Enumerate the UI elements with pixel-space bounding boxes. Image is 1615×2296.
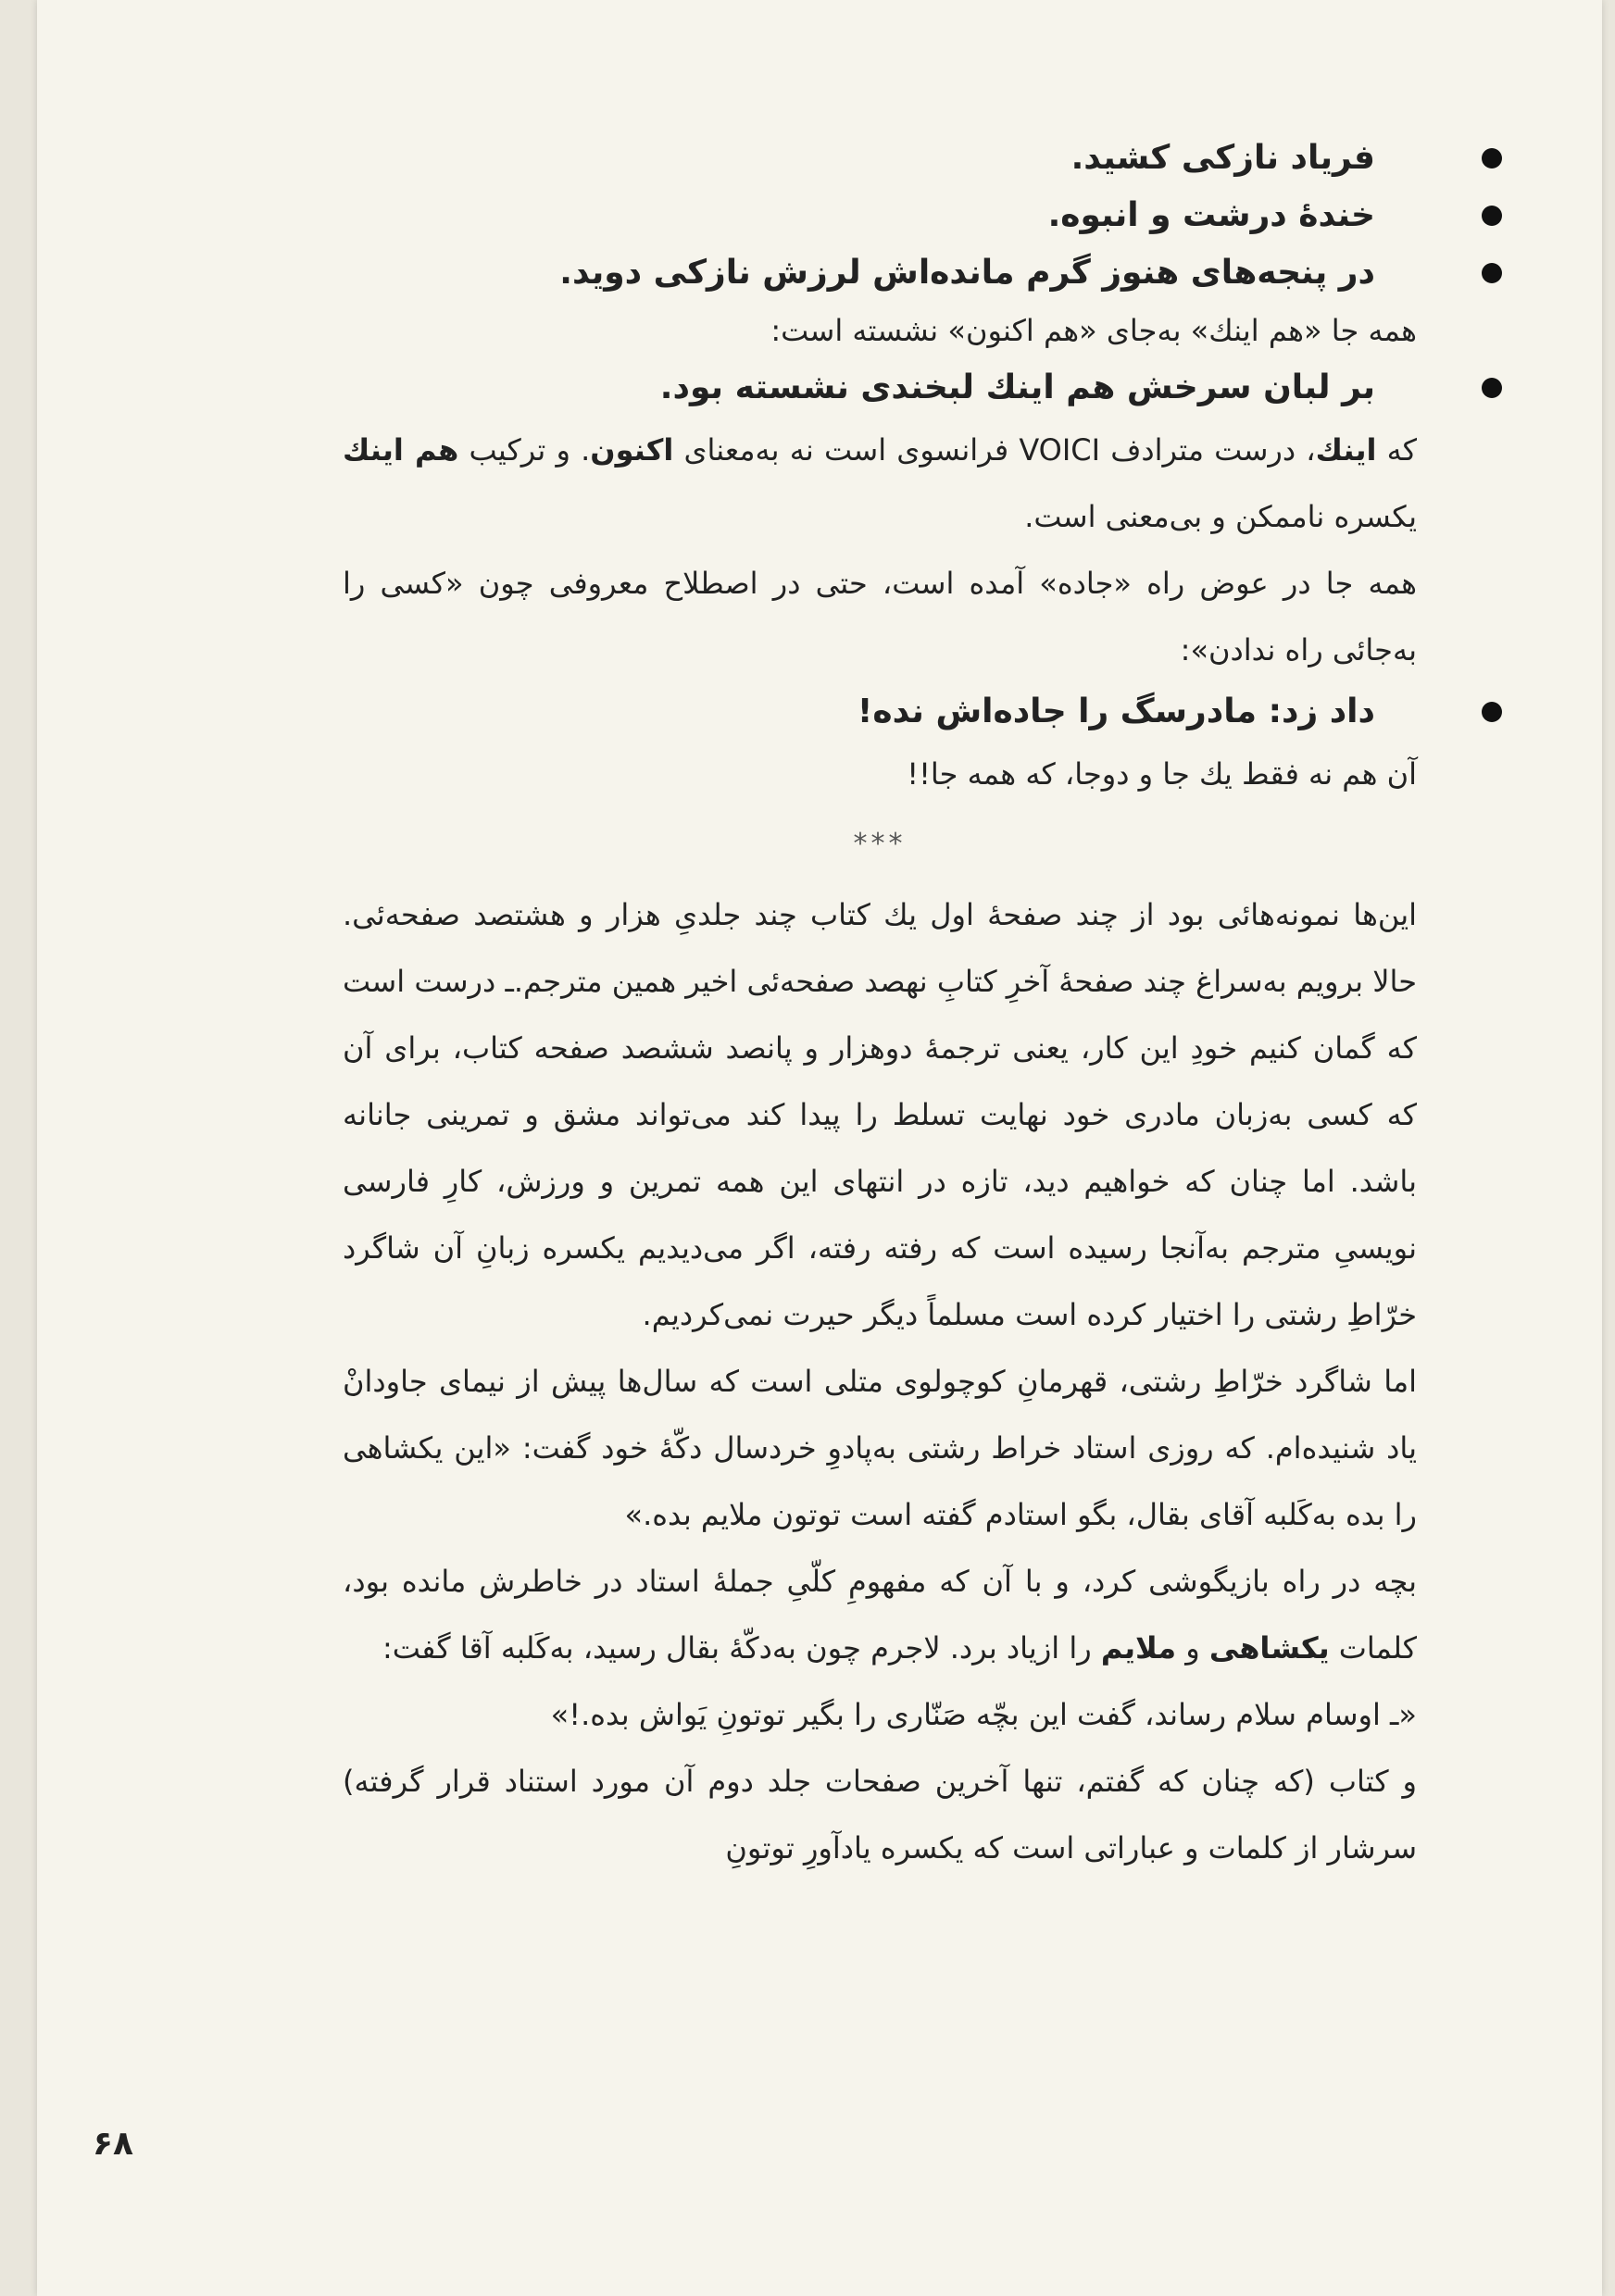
paragraph: و کتاب (که چنان که گفتم، تنها آخرین صفحات جلد دوم آن مورد استناد قرار گرفته) سرشار از کلمات و عباراتی است که یکسره یادآورِ توتونِ (343, 1764, 1417, 1866)
bullet-icon (1482, 206, 1502, 226)
paragraph: همه جا در عوض راه «جاده» آمده است، حتی در اصطلاح معروفی چون «کسی را به‌جائی راه ندادن»: (343, 566, 1417, 668)
bullet-text: فریاد نازکی کشید. (1070, 139, 1375, 177)
bullet-text: خندهٔ درشت و انبوه. (1047, 196, 1375, 234)
bullet-item (343, 187, 1417, 244)
bullet-item (343, 683, 1417, 741)
page-number: ۶۸ (93, 2125, 133, 2163)
bullet-item (343, 244, 1417, 302)
bullet-icon (1482, 148, 1502, 168)
note-line: همه جا «هم اینك» به‌جای «هم اکنون» نشسته است: (770, 313, 1417, 348)
bullet-text: در پنجه‌های هنوز گرم مانده‌اش لرزش نازکی دوید. (559, 254, 1375, 292)
bullet-text: بر لبان سرخش هم اینك لبخندی نشسته بود. (659, 368, 1375, 406)
bullet-text: داد زد: مادرسگ را جاده‌اش نده! (857, 693, 1375, 730)
paragraph: آن هم نه فقط یك جا و دوجا، که همه جا!! (907, 756, 1417, 792)
paragraph: این‌ها نمونه‌هائی بود از چند صفحهٔ اول یك کتاب چند جلدیِ هزار و هشتصد صفحه‌ئی. حالا برویم به‌سراغ چند صفحهٔ آخرِ کتابِ نهصد صفحه‌ئی اخیر همین مترجم.ـ درست است که گمان کنیم خودِ این کار، یعنی ترجمهٔ دوهزار و پانصد ششصد صفحه کتاب، برای آن که کسی به‌زبان مادری خود نهایت تسلط را پیدا کند می‌تواند مشق و تمرینی جانانه باشد. اما چنان که خواهیم دید، تازه در انتهای این همه تمرین و ورزش، کارِ فارسی نویسیِ مترجم به‌آنجا رسیده است که رفته رفته، اگر می‌دیدیم یکسره زبانِ آن شاگرد خرّاطِ رشتی را اختیار کرده است مسلماً دیگر حیرت نمی‌کردیم. (343, 897, 1417, 1332)
bullet-item (343, 130, 1417, 187)
section-separator: *** (853, 828, 907, 860)
bullet-icon (1482, 702, 1502, 722)
page-content (343, 130, 1417, 2203)
bullet-icon (1482, 378, 1502, 398)
bullet-item (343, 359, 1417, 417)
paragraph: اما شاگرد خرّاطِ رشتی، قهرمانِ کوچولوی متلی است که سال‌ها پیش از نیمای جاودانْ یاد شنیده‌ام. که روزی استاد خراط رشتی به‌پادوِ خردسال دکّهٔ خود گفت: «این یکشاهی را بده به‌کَلبه آقای بقال، بگو استادم گفته است توتون ملایم بده.» (343, 1364, 1417, 1532)
paragraph: «ـ اوسام سلام رساند، گفت این بچّه صَنّاری را بگیر توتونِ یَواش بده.!» (550, 1697, 1417, 1732)
bullet-icon (1482, 263, 1502, 283)
paragraph: که اینك، درست مترادف VOICI فرانسوی است نه به‌معنای اکنون. و ترکیب هم اینك یکسره ناممکن و بی‌معنی است. (343, 432, 1417, 534)
document-page (37, 0, 1602, 2296)
paragraph: بچه در راه بازیگوشی کرد، و با آن که مفهومِ کلّیِ جملهٔ استاد در خاطرش مانده بود، کلمات یکشاهی و ملایم را ازیاد برد. لاجرم چون به‌دکّهٔ بقال رسید، به‌کَلبه آقا گفت: (343, 1564, 1417, 1666)
